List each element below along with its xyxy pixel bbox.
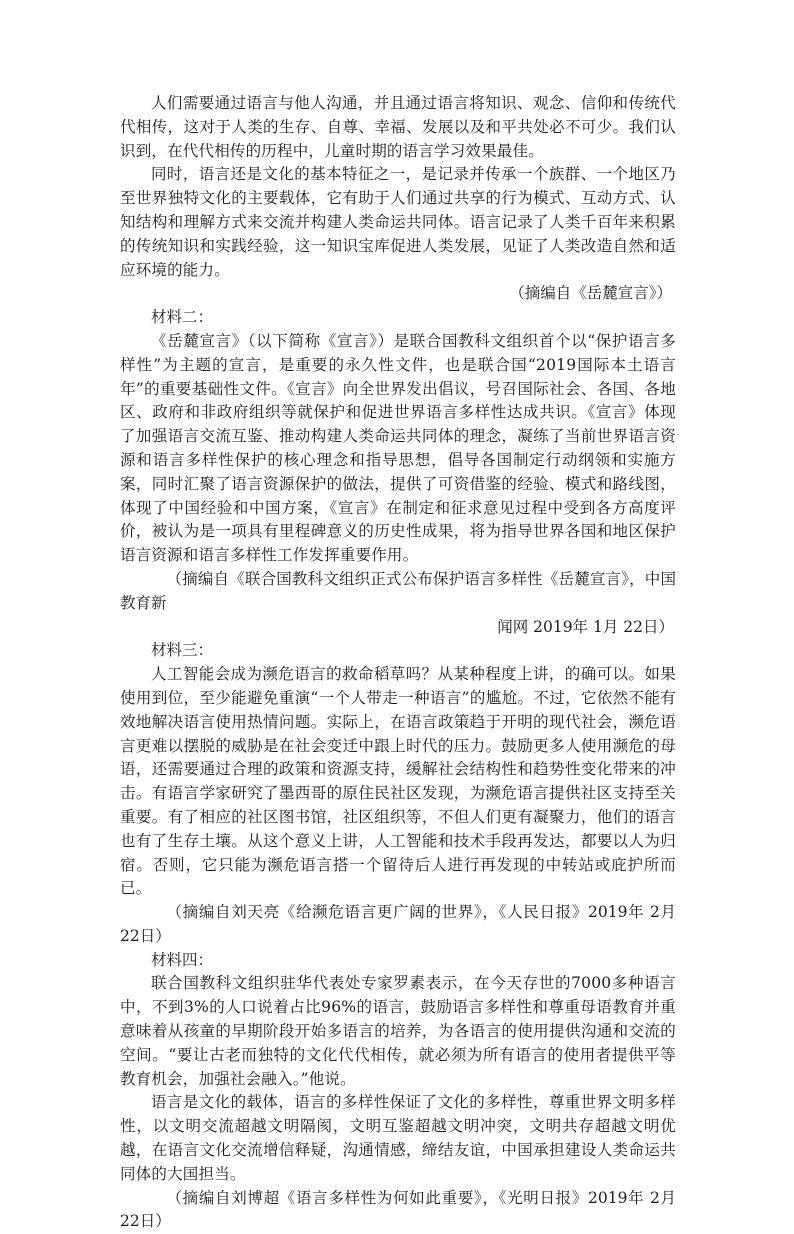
- material-1-source: （摘编自《岳麓宣言》）: [509, 284, 672, 303]
- material-3-source: （摘编自刘天亮《给濒危语言更广阔的世界》，《人民日报》2019年 2月 22日）: [120, 903, 676, 945]
- material-3: [120, 639, 676, 948]
- material-4: [120, 949, 676, 1234]
- material-1-paragraph-1: 人们需要通过语言与他人沟通，并且通过语言将知识、观念、信仰和传统代代相传，这对于人类的生存、自尊、幸福、发展以及和平共处必不可少。我们认识到，在代代相传的历程中，儿童时期的语言学习效果最佳。: [120, 94, 676, 160]
- material-4-paragraph-1: 联合国教科文组织驻华代表处专家罗素表示，在今天存世的7000多种语言中，不到3%的人口说着占比96%的语言，鼓励语言多样性和尊重母语教育并重意味着从孩童的早期阶段开始多语言的培养，为各语言的使用提供沟通和交流的空间。“要让古老而独特的文化代代相传，就必须为所有语言的使用者提供平等教育机会，加强社会融入。”他说。: [120, 974, 676, 1088]
- material-1-paragraph-2: 同时，语言还是文化的基本特征之一，是记录并传承一个族群、一个地区乃至世界独特文化的主要载体，它有助于人们通过共享的行为模式、互动方式、认知结构和理解方式来交流并构建人类命运共同体。语言记录了人类千百年来积累的传统知识和实践经验，这一知识宝库促进人类发展，见证了人类改造自然和适应环境的能力。: [120, 165, 676, 279]
- material-2-source-line-1: （摘编自《联合国教科文组织正式公布保护语言多样性《岳麓宣言》，中国教育新: [120, 569, 676, 612]
- material-2-paragraph-1: 《岳麓宣言》（以下简称《宣言》）是联合国教科文组织首个以“保护语言多样性”为主题的宣言，是重要的永久性文件，也是联合国“2019国际本土语言年”的重要基础性文件。《宣言》向全世界发出倡议，号召国际社会、各国、各地区、政府和非政府组织等就保护和促进世界语言多样性达成共识。《宣言》体现了加强语言交流互鉴、推动构建人类命运共同体的理念，凝练了当前世界语言资源和语言多样性保护的核心理念和指导思想，倡导各国制定行动纲领和实施方案，同时汇聚了语言资源保护的做法，提供了可资借鉴的经验、模式和路线图，体现了中国经验和中国方案，《宣言》在制定和征求意见过程中受到各方高度评价，被认为是一项具有里程碑意义的历史性成果，将为指导世界各国和地区保护语言资源和语言多样性工作发挥重要作用。: [120, 331, 676, 565]
- material-4-source: （摘编自刘博超《语言多样性为何如此重要》，《光明日报》2019年 2月 22日）: [120, 1188, 676, 1231]
- material-2-source-line-2: 闻网 2019年 1月 22日）: [497, 617, 674, 636]
- document-page: [120, 92, 676, 1234]
- material-2-heading: 材料二：: [151, 308, 214, 327]
- material-3-paragraph-1: 人工智能会成为濒危语言的救命稻草吗？从某种程度上讲，的确可以。如果使用到位，至少能避免重演“一个人带走一种语言”的尴尬。不过，它依然不能有效地解决语言使用热情问题。实际上，在语言政策趋于开明的现代社会，濒危语言更难以摆脱的威胁是在社会变迁中跟上时代的压力。鼓励更多人使用濒危的母语，还需要通过合理的政策和资源支持，缓解社会结构性和趋势性变化带来的冲击。有语言学家研究了墨西哥的原住民社区发现，为濒危语言提供社区支持至关重要。有了相应的社区图书馆，社区组织等，不但人们更有凝聚力，他们的语言也有了生存土壤。从这个意义上讲，人工智能和技术手段再发达，都要以人为归宿。否则，它只能为濒危语言搭一个留待后人进行再发现的中转站或庇护所而已。: [120, 665, 676, 898]
- material-2: [120, 306, 676, 639]
- material-3-heading: 材料三：: [151, 641, 214, 660]
- material-4-heading: 材料四：: [151, 950, 214, 969]
- material-4-paragraph-2: 语言是文化的载体，语言的多样性保证了文化的多样性，尊重世界文明多样性，以文明交流超越文明隔阂，文明互鉴超越文明冲突，文明共存超越文明优越，在语言文化交流增信释疑，沟通情感，缔结友谊，中国承担建设人类命运共同体的大国担当。: [120, 1093, 676, 1183]
- material-1: [120, 92, 676, 306]
